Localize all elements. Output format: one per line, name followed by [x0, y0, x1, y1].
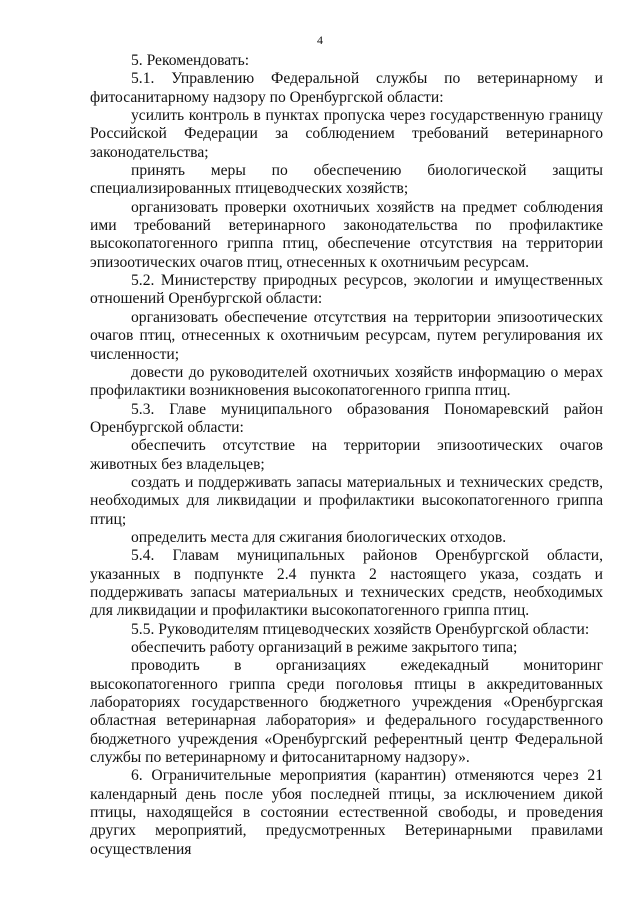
paragraph-5-5-monitoring: проводить в организациях ежедекадный мониторинг высокопатогенного гриппа среди поголовья птицы в аккредитованных лабораториях государственного бюджетного учреждения «Оренбургская областная ветеринарная лаборатория» и федерального государственного бюджетного учреждения «Оренбургский референтный центр Федеральной службы по ветеринарному и фитосанитарному надзору».	[90, 657, 603, 767]
paragraph-5-2-regulation: организовать обеспечение отсутствия на территории эпизоотических очагов птиц, отнесенных к охотничьим ресурсам, путем регулирования их численности;	[90, 308, 603, 363]
paragraph-5-4: 5.4. Главам муниципальных районов Оренбургской области, указанных в подпункте 2.4 пункта 2 настоящего указа, создать и поддерживать запасы материальных и технических средств, необходимых для ликвидации и профилактики высокопатогенного гриппа птиц.	[90, 547, 603, 620]
paragraph-5: 5. Рекомендовать:	[131, 52, 250, 69]
paragraph-5-1-inspections: организовать проверки охотничьих хозяйств на предмет соблюдения ими требований ветеринарного законодательства по профилактике высокопатогенного гриппа птиц, обеспечение отсутствия на территории эпизоотических очагов птиц, отнесенных к охотничьим ресурсам.	[90, 198, 603, 271]
document-body	[90, 52, 603, 859]
page-number: 4	[317, 33, 323, 47]
paragraph-5-2-inform: довести до руководителей охотничьих хозяйств информацию о мерах профилактики возникновения высокопатогенного гриппа птиц.	[90, 363, 603, 400]
paragraph-6: 6. Ограничительные мероприятия (карантин) отменяются через 21 календарный день после убоя последней птицы, за исключением дикой птицы, находящейся в состоянии естественной свободы, и проведения других мероприятий, предусмотренных Ветеринарными правилами осуществления	[90, 767, 603, 858]
paragraph-5-3-reserves: создать и поддерживать запасы материальных и технических средств, необходимых для ликвидации и профилактики высокопатогенного гриппа птиц;	[90, 473, 603, 528]
paragraph-5-1-biosecurity: принять меры по обеспечению биологической защиты специализированных птицеводческих хозяйств;	[90, 162, 603, 198]
paragraph-5-5: 5.5. Руководителям птицеводческих хозяйств Оренбургской области:	[131, 620, 590, 638]
paragraph-5-3: 5.3. Главе муниципального образования Пономаревский район Оренбургской области:	[90, 400, 603, 436]
paragraph-5-2: 5.2. Министерству природных ресурсов, экологии и имущественных отношений Оренбургской области:	[90, 272, 603, 308]
paragraph-5-1: 5.1. Управлению Федеральной службы по ветеринарному и фитосанитарному надзору по Оренбургской области:	[90, 70, 603, 106]
paragraph-5-1-border-control: усилить контроль в пунктах пропуска через государственную границу Российской Федерации за соблюдением требований ветеринарного законодательства;	[90, 107, 603, 161]
paragraph-5-5-closed-mode: обеспечить работу организаций в режиме закрытого типа;	[131, 639, 518, 656]
paragraph-5-3-stray-animals: обеспечить отсутствие на территории эпизоотических очагов животных без владельцев;	[90, 437, 603, 473]
paragraph-5-3-incineration: определить места для сжигания биологических отходов.	[131, 528, 507, 546]
